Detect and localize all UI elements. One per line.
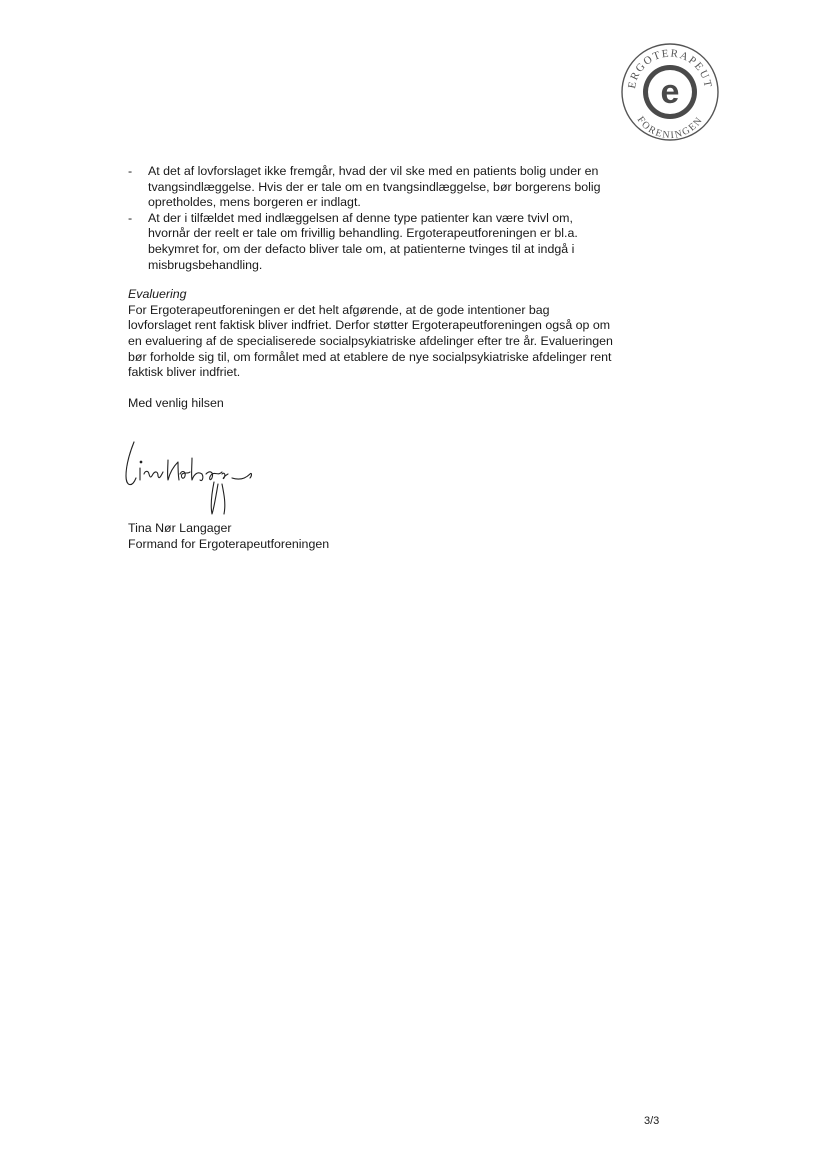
list-item-text: At der i tilfældet med indlæggelsen af denne type patienter kan være tvivl om, hvornår der reelt er tale om frivillig behandling. Ergoterapeutforeningen er bl.a. bekymret for, om der defacto bliver tale om, at patienterne tvinges til at indgå i misbrugsbehandling.	[148, 210, 578, 272]
signer-name: Tina Nør Langager	[128, 521, 232, 535]
page-number: 3/3	[644, 1115, 660, 1127]
svg-text:FORENINGEN: FORENINGEN	[634, 114, 706, 142]
letter-body	[128, 164, 614, 411]
list-item	[128, 164, 614, 211]
handwritten-signature	[118, 438, 258, 518]
list-dash: -	[128, 164, 133, 178]
list-item-text: At det af lovforslaget ikke fremgår, hvad der vil ske med en patients bolig under en tvangsindlæggelse. Hvis der er tale om en tvangsindlæggelse, bør borgerens bolig opretholdes, mens borgeren er indlagt.	[148, 164, 601, 210]
svg-text:ERGOTERAPEUT: ERGOTERAPEUT	[626, 47, 714, 90]
evaluation-heading: Evaluering	[128, 287, 187, 302]
closing-greeting: Med venlig hilsen	[128, 395, 224, 410]
list-item	[128, 211, 614, 273]
ergoterapeutforeningen-logo	[620, 42, 720, 142]
signer-title: Formand for Ergoterapeutforeningen	[128, 536, 330, 551]
svg-text:e: e	[660, 73, 680, 111]
signer-block	[128, 521, 329, 552]
evaluation-paragraph: For Ergoterapeutforeningen er det helt afgørende, at de gode intentioner bag lovforslaget rent faktisk bliver indfriet. Derfor støtter Ergoterapeutforeningen også op om en evaluering af de specialiserede socialpsykiatriske afdelinger efter tre år. Evalueringen bør forholde sig til, om formålet med at etablere de nye socialpsykiatriske afdelinger rent faktisk bliver indfriet.	[128, 302, 613, 380]
concern-list	[128, 164, 614, 273]
list-dash: -	[128, 210, 133, 225]
